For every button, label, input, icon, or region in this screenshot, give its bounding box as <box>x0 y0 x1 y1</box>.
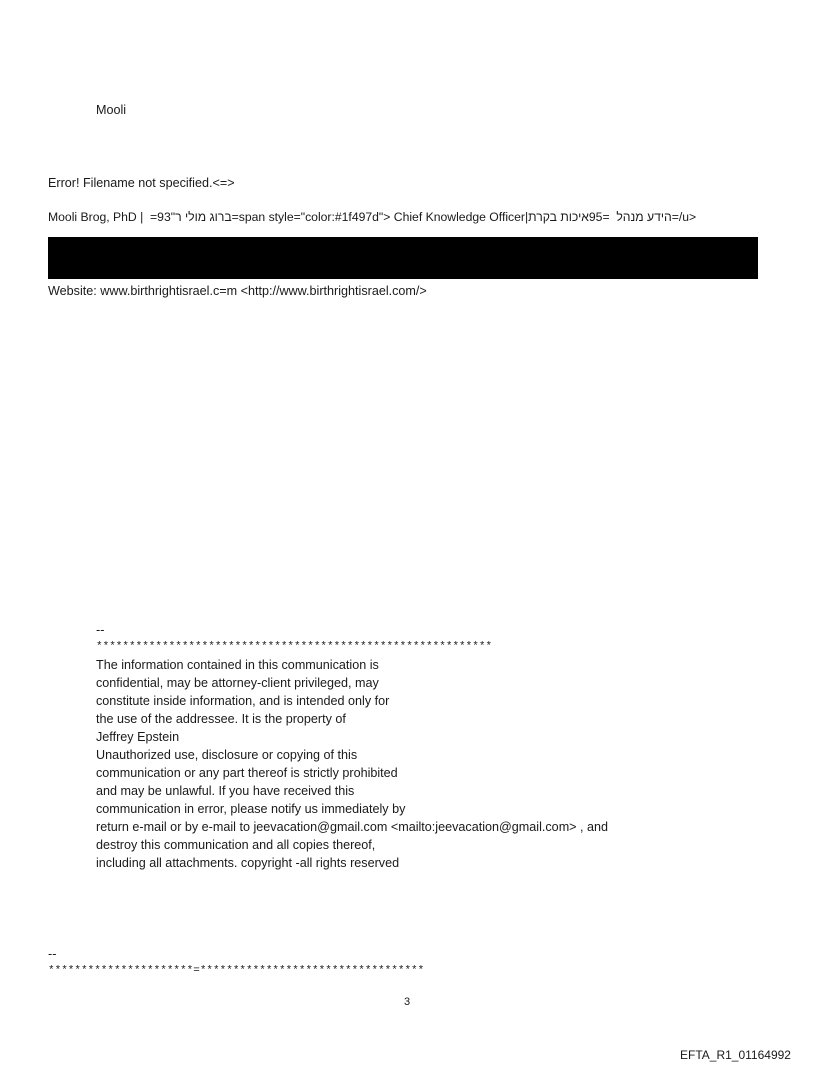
disclaimer-line: constitute inside information, and is intended only for <box>96 694 390 708</box>
redaction-bar <box>48 237 758 279</box>
signature-title-line: Mooli Brog, PhD | =93"ברוג מולי ר=span style="color:#1f497d"> Chief Knowledge Officer|הידע מנהל =95איכות בקרת=/u> <box>48 210 697 224</box>
disclaimer-line: communication in error, please notify us immediately by <box>96 802 406 816</box>
disclaimer-line: including all attachments. copyright -all rights reserved <box>96 856 400 870</box>
error-line: Error! Filename not specified.<=> <box>48 176 235 190</box>
disclaimer-line: Unauthorized use, disclosure or copying of this <box>96 748 358 762</box>
disclaimer-line: return e-mail or by e-mail to jeevacation@gmail.com <mailto:jeevacation@gmail.com> , and <box>96 820 609 834</box>
disclaimer-stars: ************************************************************ <box>96 641 493 653</box>
disclaimer-line: and may be unlawful. If you have received this <box>96 784 355 798</box>
page-number: 3 <box>404 996 411 1008</box>
bottom-stars: **********************=********************************** <box>48 965 425 977</box>
bottom-dash: -- <box>48 947 57 961</box>
document-id: EFTA_R1_01164992 <box>680 1048 791 1062</box>
disclaimer-line: the use of the addressee. It is the property of <box>96 712 346 726</box>
disclaimer-dash: -- <box>96 623 105 637</box>
disclaimer-line: The information contained in this communication is <box>96 658 379 672</box>
signature-name: Mooli <box>96 103 127 117</box>
disclaimer-line: Jeffrey Epstein <box>96 730 180 744</box>
disclaimer-line: confidential, may be attorney-client privileged, may <box>96 676 379 690</box>
disclaimer-line: communication or any part thereof is strictly prohibited <box>96 766 398 780</box>
website-line: Website: www.birthrightisrael.c=m <http://www.birthrightisrael.com/> <box>48 284 427 298</box>
disclaimer-line: destroy this communication and all copies thereof, <box>96 838 376 852</box>
